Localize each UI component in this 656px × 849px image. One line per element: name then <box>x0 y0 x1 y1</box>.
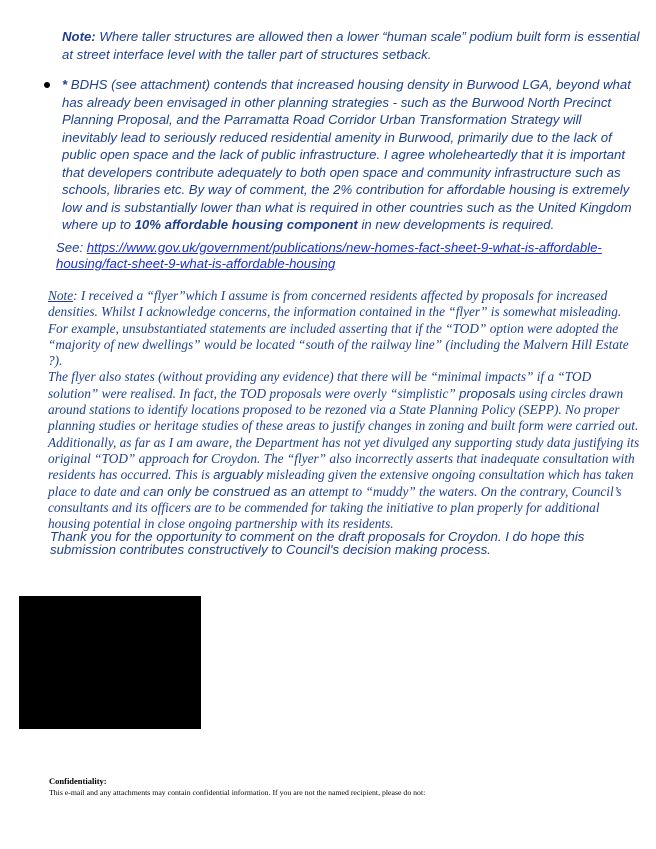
flyer-note-p3: Additionally, as far as I am aware, the Department has not yet divulged any supporting study data justifying its original “TOD” approach for Croydon. The “flyer” also incorrectly asserts that inadequate consultation with residents has occurred. This is arguably misleading given the extensive ongoing consultation which has taken place to date and can only be construed as an attempt to “muddy” the waters. On the contrary, Council’s consultants and its officers are to be commended for taking the initiative to plan properly for additional housing potential in close ongoing partnership with its residents. <box>48 434 640 532</box>
note-label: Note: <box>62 29 96 44</box>
bullet-star: * <box>62 77 68 92</box>
bullet-body: BDHS (see attachment) contends that increased housing density in Burwood LGA, beyond what has already been envisaged in other planning strategies - such as the Burwood North Precinct Planning Proposal, and the Parramatta Road Corridor Urban Transformation Strategy will inevitably lead to seriously reduced residential amenity in Burwood, primarily due to the lack of public open space and the lack of public infrastructure. I agree wholeheartedly that it is important that developers contribute adequately to both open space and community infrastructure such as schools, libraries etc. By way of comment, the 2% contribution for affordable housing is extremely low and is substantially lower than what is required in other countries such as the United Kingdom where up to <box>62 77 632 232</box>
confidentiality-title: Confidentiality: <box>49 776 107 786</box>
reference-link[interactable]: https://www.gov.uk/government/publications/new-homes-fact-sheet-9-what-is-affordable-housing/fact-sheet-9-what-is-affordable-housing <box>56 240 602 271</box>
flyer-note-p2: The flyer also states (without providing any evidence) that there will be “minimal impacts” if a “TOD solution” were realised. In fact, the TOD proposals were overly “simplistic” proposals using circles drawn around stations to identify locations proposed to be rezoned via a State Planning Policy (SEPP). No proper planning studies or heritage studies of these areas to justify changes in zoning and built form were carried out. <box>48 369 639 434</box>
see-label: See: <box>56 240 87 255</box>
redacted-block <box>19 596 201 729</box>
bullet-bold: 10% affordable housing component <box>134 217 358 232</box>
note-paragraph <box>62 28 642 63</box>
closing-paragraph: Thank you for the opportunity to comment on the draft proposals for Croydon. I do hope this submission contributes constructively to Council's decision making process. <box>50 529 585 557</box>
flyer-note-p1: Note: I received a “flyer”which I assume is from concerned residents affected by proposals for increased densities. Whilst I acknowledge concerns, the information contained in the “flyer” is somewhat misleading. For example, unsubstantiated statements are included asserting that if the “TOD” option were adopted the “majority of new dwellings” would be located “south of the railway line” (including the Malvern Hill Estate ?). <box>48 288 629 369</box>
flyer-note-label: Note <box>48 288 74 303</box>
flyer-note <box>48 288 643 532</box>
see-reference <box>56 240 646 272</box>
confidentiality-text: This e-mail and any attachments may contain confidential information. If you are not the named recipient, please do not: <box>49 788 426 797</box>
note-text: Where taller structures are allowed then a lower “human scale” podium built form is essential at street interface level with the taller part of structures setback. <box>62 29 640 62</box>
bullet-icon <box>44 82 50 88</box>
bullet-tail: in new developments is required. <box>357 217 555 232</box>
bullet-text <box>62 76 640 234</box>
